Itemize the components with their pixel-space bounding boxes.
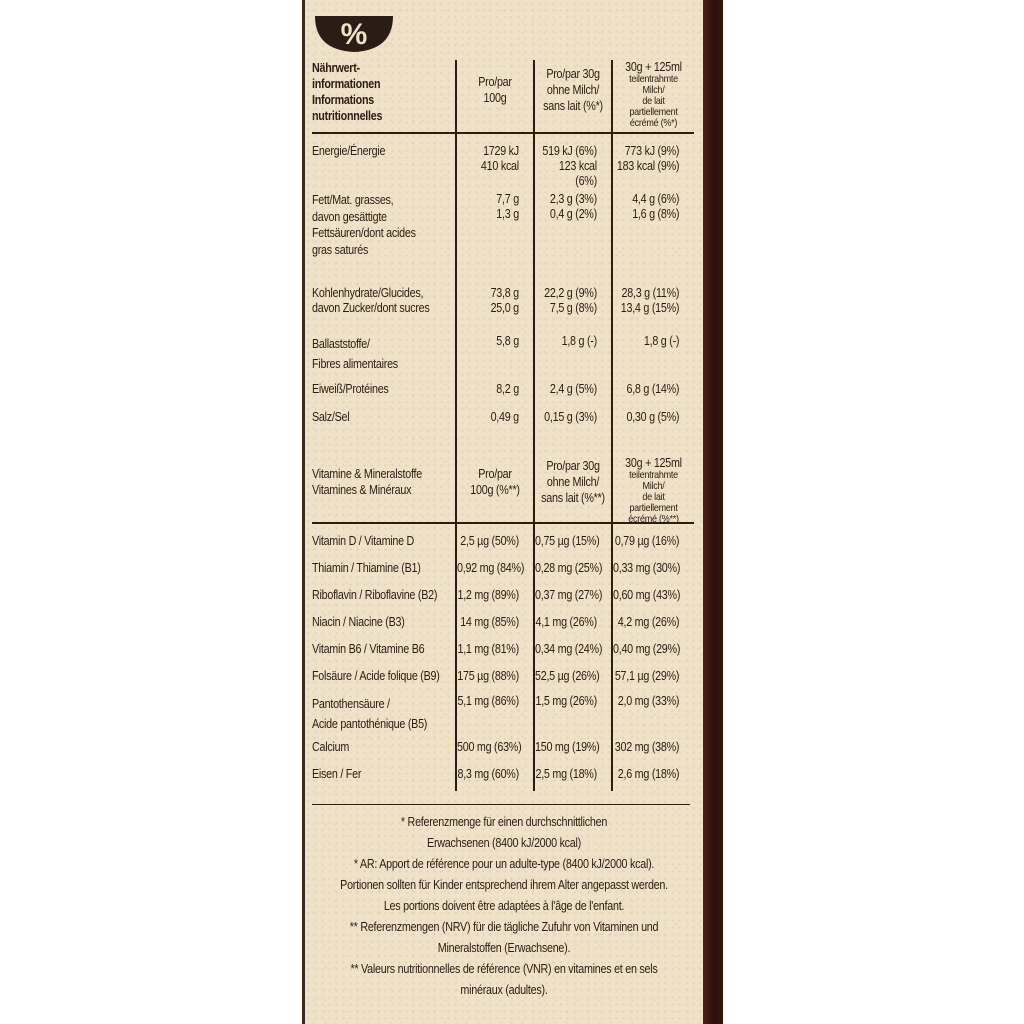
- table-row: [312, 382, 694, 410]
- row-per30: 0,28 mg (25%): [535, 561, 603, 575]
- table-row: [312, 410, 694, 434]
- row-per30: 150 mg (19%): [535, 740, 600, 754]
- row-with-milk: 0,40 mg (29%): [613, 642, 681, 656]
- row-per30: 2,4 g (5%): [549, 382, 597, 396]
- vitamins-header-per100: Pro/par 100g (%**): [470, 467, 520, 497]
- row-label: Folsäure / Acide folique (B9): [312, 669, 440, 683]
- footnote-reference-de: * Referenzmenge für einen durchschnittlichen Erwachsenen (8400 kJ/2000 kcal): [400, 815, 608, 850]
- table-row: [312, 534, 694, 561]
- table-row: [312, 642, 694, 669]
- nutrition-header-milk-sub: teilentrahmte Milch/ de lait partiellement écrémé (%*): [629, 73, 678, 129]
- row-per30: 52,5 µg (26%): [535, 669, 600, 683]
- row-label: Ballaststoffe/ Fibres alimentaires: [312, 337, 398, 371]
- row-label: Calcium: [312, 740, 350, 754]
- row-per30: 22,2 g (9%) 7,5 g (8%): [544, 286, 597, 315]
- footnotes: [310, 812, 698, 1001]
- row-with-milk: 1,8 g (-): [643, 334, 680, 348]
- row-label: Fett/Mat. grasses, davon gesättigte Fettsäuren/dont acides gras saturés: [312, 193, 416, 257]
- row-per100: 500 mg (63%): [457, 740, 522, 754]
- svg-text:%: %: [340, 18, 368, 51]
- row-per30: 1,5 mg (26%): [535, 694, 597, 708]
- row-per100: 1729 kJ 410 kcal: [480, 144, 519, 173]
- row-with-milk: 4,2 mg (26%): [617, 615, 680, 629]
- row-per30: 0,34 mg (24%): [535, 642, 603, 656]
- nutrition-header-label: Nährwert- informationen Informations nutritionnelles: [312, 61, 383, 123]
- row-with-milk: 773 kJ (9%) 183 kcal (9%): [616, 144, 680, 173]
- row-with-milk: 57,1 µg (29%): [614, 669, 680, 683]
- footnote-reference-fr: * AR: Apport de référence pour un adulte-type (8400 kJ/2000 kcal).: [353, 857, 655, 871]
- table-row: [312, 767, 694, 791]
- footnote-portions-fr: Les portions doivent être adaptées à l'âge de l'enfant.: [383, 899, 625, 913]
- vitamins-header-milk-title: 30g + 125ml: [625, 456, 682, 470]
- table-row: [312, 561, 694, 588]
- row-label: Pantothensäure / Acide pantothénique (B5): [312, 697, 428, 731]
- nutrition-header-row: [312, 60, 694, 132]
- row-per30: 2,5 mg (18%): [535, 767, 597, 781]
- table-row: [312, 144, 694, 192]
- row-per30: 4,1 mg (26%): [535, 615, 597, 629]
- row-with-milk: 4,4 g (6%) 1,6 g (8%): [632, 192, 680, 221]
- row-per100: 5,1 mg (86%): [457, 694, 519, 708]
- row-with-milk: 302 mg (38%): [614, 740, 680, 754]
- nutrition-table: [312, 60, 694, 134]
- row-label: Eisen / Fer: [312, 767, 362, 781]
- footnote-divider: [312, 804, 690, 805]
- row-label: Energie/Énergie: [312, 144, 386, 158]
- percent-bowl-icon: [313, 14, 395, 54]
- table-row: [312, 669, 694, 694]
- row-per100: 5,8 g: [496, 334, 519, 348]
- vitamins-header-per30: Pro/par 30g ohne Milch/ sans lait (%**): [541, 459, 605, 505]
- row-with-milk: 0,60 mg (43%): [613, 588, 681, 602]
- row-with-milk: 6,8 g (14%): [626, 382, 680, 396]
- row-label: Vitamin B6 / Vitamine B6: [312, 642, 425, 656]
- row-per100: 7,7 g 1,3 g: [496, 192, 519, 221]
- row-with-milk: 28,3 g (11%) 13,4 g (15%): [620, 286, 680, 315]
- row-per30: 0,75 µg (15%): [535, 534, 600, 548]
- nutrition-header-milk-title: 30g + 125ml: [625, 60, 682, 74]
- row-per30: 2,3 g (3%) 0,4 g (2%): [549, 192, 597, 221]
- table-row: [312, 740, 694, 767]
- table-row: [312, 334, 694, 382]
- vitamins-values: [312, 524, 694, 791]
- row-per30: 0,37 mg (27%): [535, 588, 603, 602]
- row-per100: 1,1 mg (81%): [457, 642, 519, 656]
- row-per100: 0,92 mg (84%): [457, 561, 525, 575]
- row-per100: 14 mg (85%): [460, 615, 519, 629]
- row-label: Salz/Sel: [312, 410, 350, 424]
- row-label: Niacin / Niacine (B3): [312, 615, 405, 629]
- vitamins-table: [312, 456, 694, 524]
- nutrition-header-per100: Pro/par 100g: [478, 75, 512, 105]
- table-row: [312, 286, 694, 334]
- row-per100: 8,2 g: [496, 382, 519, 396]
- nutrition-header-per30: Pro/par 30g ohne Milch/ sans lait (%*): [543, 67, 603, 113]
- footnote-vnr-fr: ** Valeurs nutritionnelles de référence (VNR) en vitamines et en sels minéraux (adultes).: [350, 962, 658, 997]
- footnote-nrv-de: ** Referenzmengen (NRV) für die tägliche Zufuhr von Vitaminen und Mineralstoffen (Erwachsene).: [349, 920, 659, 955]
- table-row: [312, 192, 694, 286]
- row-with-milk: 2,0 mg (33%): [617, 694, 680, 708]
- vitamins-header-row: [312, 456, 694, 525]
- row-label: Vitamin D / Vitamine D: [312, 534, 415, 548]
- row-with-milk: 2,6 mg (18%): [617, 767, 680, 781]
- row-per100: 2,5 µg (50%): [460, 534, 519, 548]
- row-with-milk: 0,79 µg (16%): [614, 534, 680, 548]
- vitamins-header-milk-sub: teilentrahmte Milch/ de lait partiellement écrémé (%**): [628, 469, 679, 525]
- row-with-milk: 0,30 g (5%): [626, 410, 680, 424]
- vitamins-header-label: Vitamine & Mineralstoffe Vitamines & Minéraux: [312, 467, 422, 497]
- row-per30: 0,15 g (3%): [544, 410, 597, 424]
- footnote-portions-de: Portionen sollten für Kinder entsprechend ihrem Alter angepasst werden.: [340, 878, 668, 892]
- row-per30: 1,8 g (-): [561, 334, 597, 348]
- row-label: Eiweiß/Protéines: [312, 382, 389, 396]
- row-per100: 1,2 mg (89%): [457, 588, 519, 602]
- row-per100: 0,49 g: [490, 410, 519, 424]
- row-per30: 519 kJ (6%) 123 kcal (6%): [542, 144, 597, 188]
- row-label: Thiamin / Thiamine (B1): [312, 561, 421, 575]
- row-label: Kohlenhydrate/Glucides, davon Zucker/dont sucres: [312, 286, 430, 315]
- table-row: [312, 588, 694, 615]
- table-row: [312, 615, 694, 642]
- row-label: Riboflavin / Riboflavine (B2): [312, 588, 438, 602]
- row-with-milk: 0,33 mg (30%): [613, 561, 681, 575]
- nutrition-values: [312, 134, 694, 456]
- row-per100: 8,3 mg (60%): [457, 767, 519, 781]
- package-side-edge: [703, 0, 723, 1024]
- row-per100: 73,8 g 25,0 g: [490, 286, 519, 315]
- table-row: [312, 694, 694, 740]
- row-per100: 175 µg (88%): [457, 669, 519, 683]
